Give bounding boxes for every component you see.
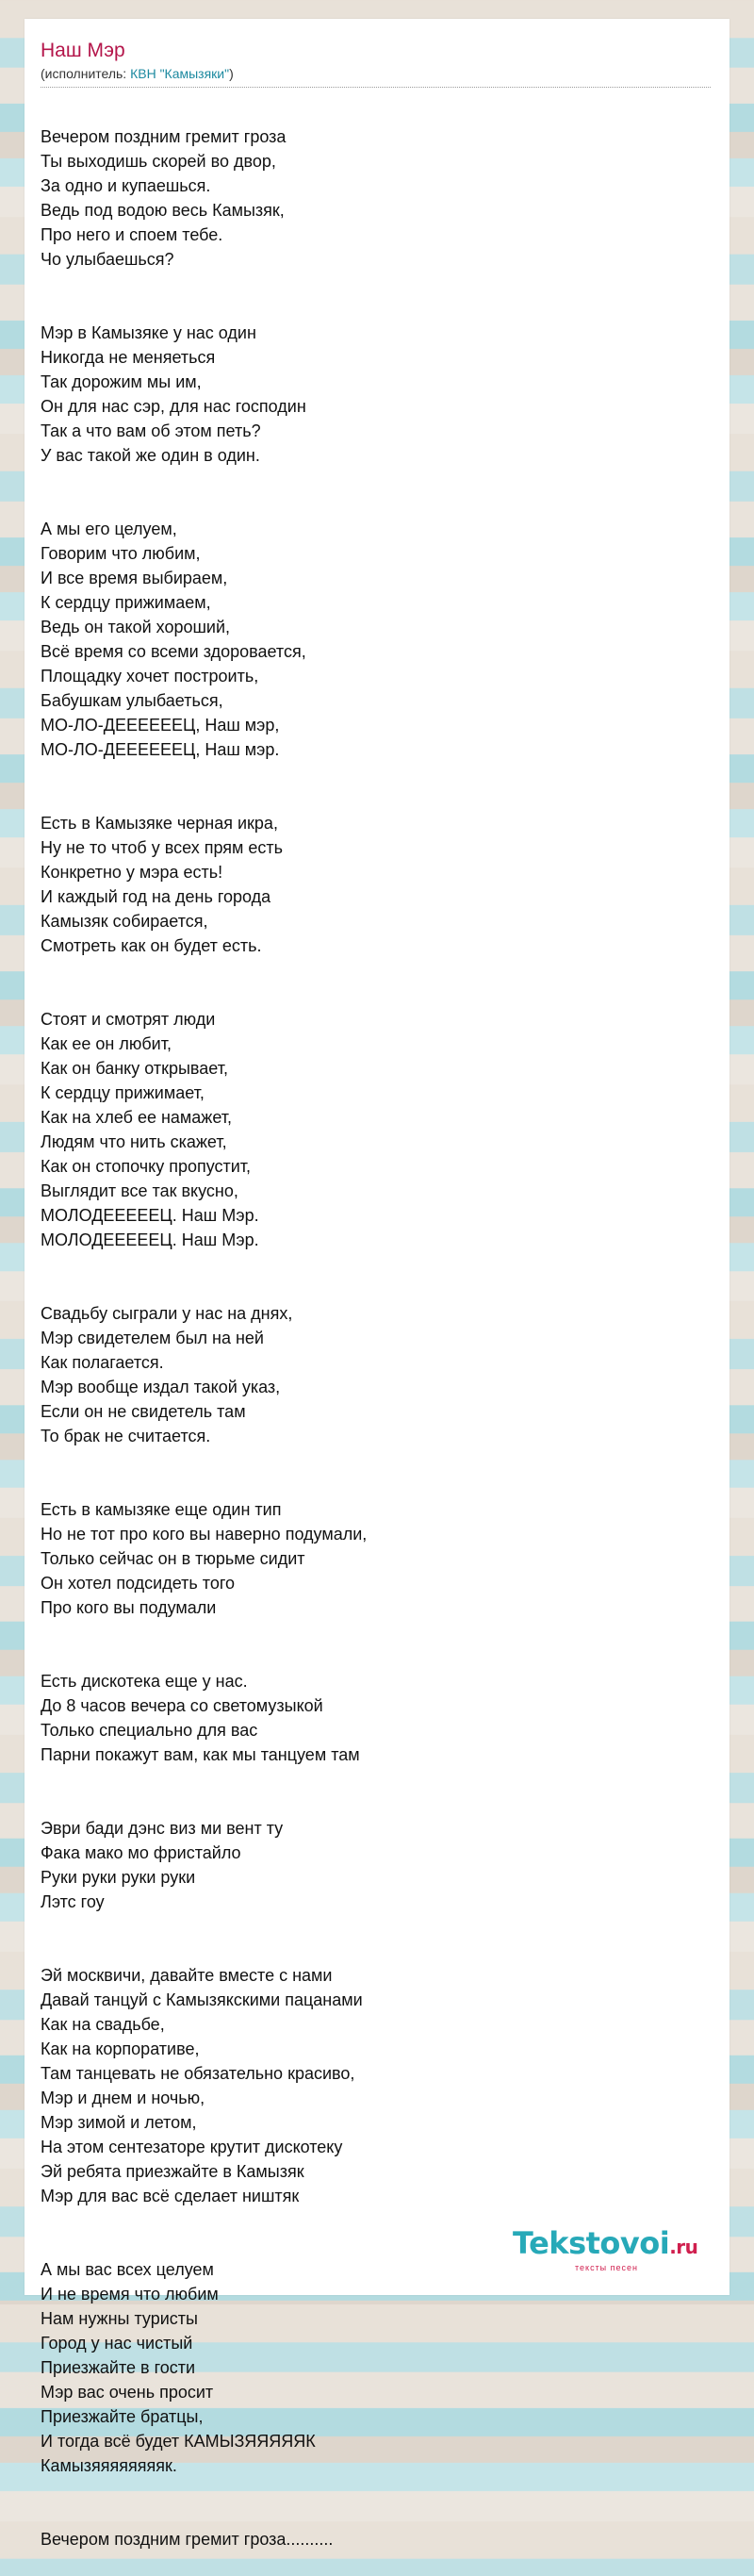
site-logo[interactable] bbox=[513, 2225, 697, 2261]
logo-tld: .ru bbox=[669, 2236, 698, 2258]
lyrics-text bbox=[41, 100, 700, 2576]
lyrics-stanza: Есть в камызяке еще один тип Но не тот про кого вы наверно подумали, Только сейчас он в тюрьме сидит Он хотел подсидеть того Про кого вы подумали bbox=[41, 1500, 368, 1617]
performer-link[interactable]: КВН "Камызяки" bbox=[130, 66, 230, 81]
lyrics-stanza: Мэр в Камызяке у нас один Никогда не меняеться Так дорожим мы им, Он для нас сэр, для нас господин Так а что вам об этом петь? У вас такой же один в один. bbox=[41, 323, 306, 465]
performer-suffix: ) bbox=[229, 66, 234, 81]
lyrics-stanza: Вечером поздним гремит гроза.......... bbox=[41, 2530, 334, 2549]
lyrics-stanza: Эври бади дэнс виз ми вент ту Фака мако мо фристайло Руки руки руки руки Лэтс гоу bbox=[41, 1819, 284, 1911]
logo-tagline: тексты песен bbox=[575, 2263, 639, 2272]
logo-brand: Tekstovoi bbox=[513, 2225, 670, 2261]
lyrics-stanza: Свадьбу сыграли у нас на днях, Мэр свидетелем был на ней Как полагается. Мэр вообще издал такой указ, Если он не свидетель там То брак не считается. bbox=[41, 1304, 293, 1445]
lyrics-stanza: А мы вас всех целуем И не время что любим Нам нужны туристы Город у нас чистый Приезжайте в гости Мэр вас очень просит Приезжайте братцы, И тогда всё будет КАМЫЗЯЯЯЯЯК Камызяяяяяяяяк. bbox=[41, 2260, 316, 2475]
lyrics-card bbox=[25, 19, 729, 2549]
lyrics-stanza: Есть дискотека еще у нас. До 8 часов вечера со светомузыкой Только специально для вас Парни покажут вам, как мы танцуем там bbox=[41, 1672, 360, 1764]
page-title: Наш Мэр bbox=[41, 40, 125, 61]
title-divider bbox=[41, 87, 711, 88]
lyrics-stanza: А мы его целуем, Говорим что любим, И все время выбираем, К сердцу прижимаем, Ведь он такой хороший, Всё время со всеми здоровается, Площадку хочет построить, Бабушкам улыбаеться, МО-ЛО-ДЕЕЕЕЕЕЦ, Наш мэр, МО-ЛО-ДЕЕЕЕЕЕЦ, Наш мэр. bbox=[41, 520, 306, 759]
lyrics-stanza: Стоят и смотрят люди Как ее он любит, Как он банку открывает, К сердцу прижимает, Как на хлеб ее намажет, Людям что нить скажет, Как он стопочку пропустит, Выглядит все так вкусно, МОЛОДЕЕЕЕЕЦ. Наш Мэр. МОЛОДЕЕЕЕЕЦ. Наш Мэр. bbox=[41, 1010, 259, 1249]
lyrics-stanza: Есть в Камызяке черная икра, Ну не то чтоб у всех прям есть Конкретно у мэра есть! И каждый год на день города Камызяк собирается, Смотреть как он будет есть. bbox=[41, 814, 284, 955]
lyrics-stanza: Эй москвичи, давайте вместе с нами Давай танцуй с Камызякскими пацанами Как на свадьбе, Как на корпоративе, Там танцевать не обязательно красиво, Мэр и днем и ночью, Мэр зимой и летом, На этом сентезаторе крутит дискотеку Эй ребята приезжайте в Камызяк Мэр для вас всё сделает ништяк bbox=[41, 1966, 363, 2205]
lyrics-stanza: Вечером поздним гремит гроза Ты выходишь скорей во двор, За одно и купаешься. Ведь под водою весь Камызяк, Про него и споем тебе. Чо улыбаешься? bbox=[41, 127, 287, 269]
performer-prefix: (исполнитель: bbox=[41, 66, 131, 81]
performer-line bbox=[41, 66, 234, 81]
